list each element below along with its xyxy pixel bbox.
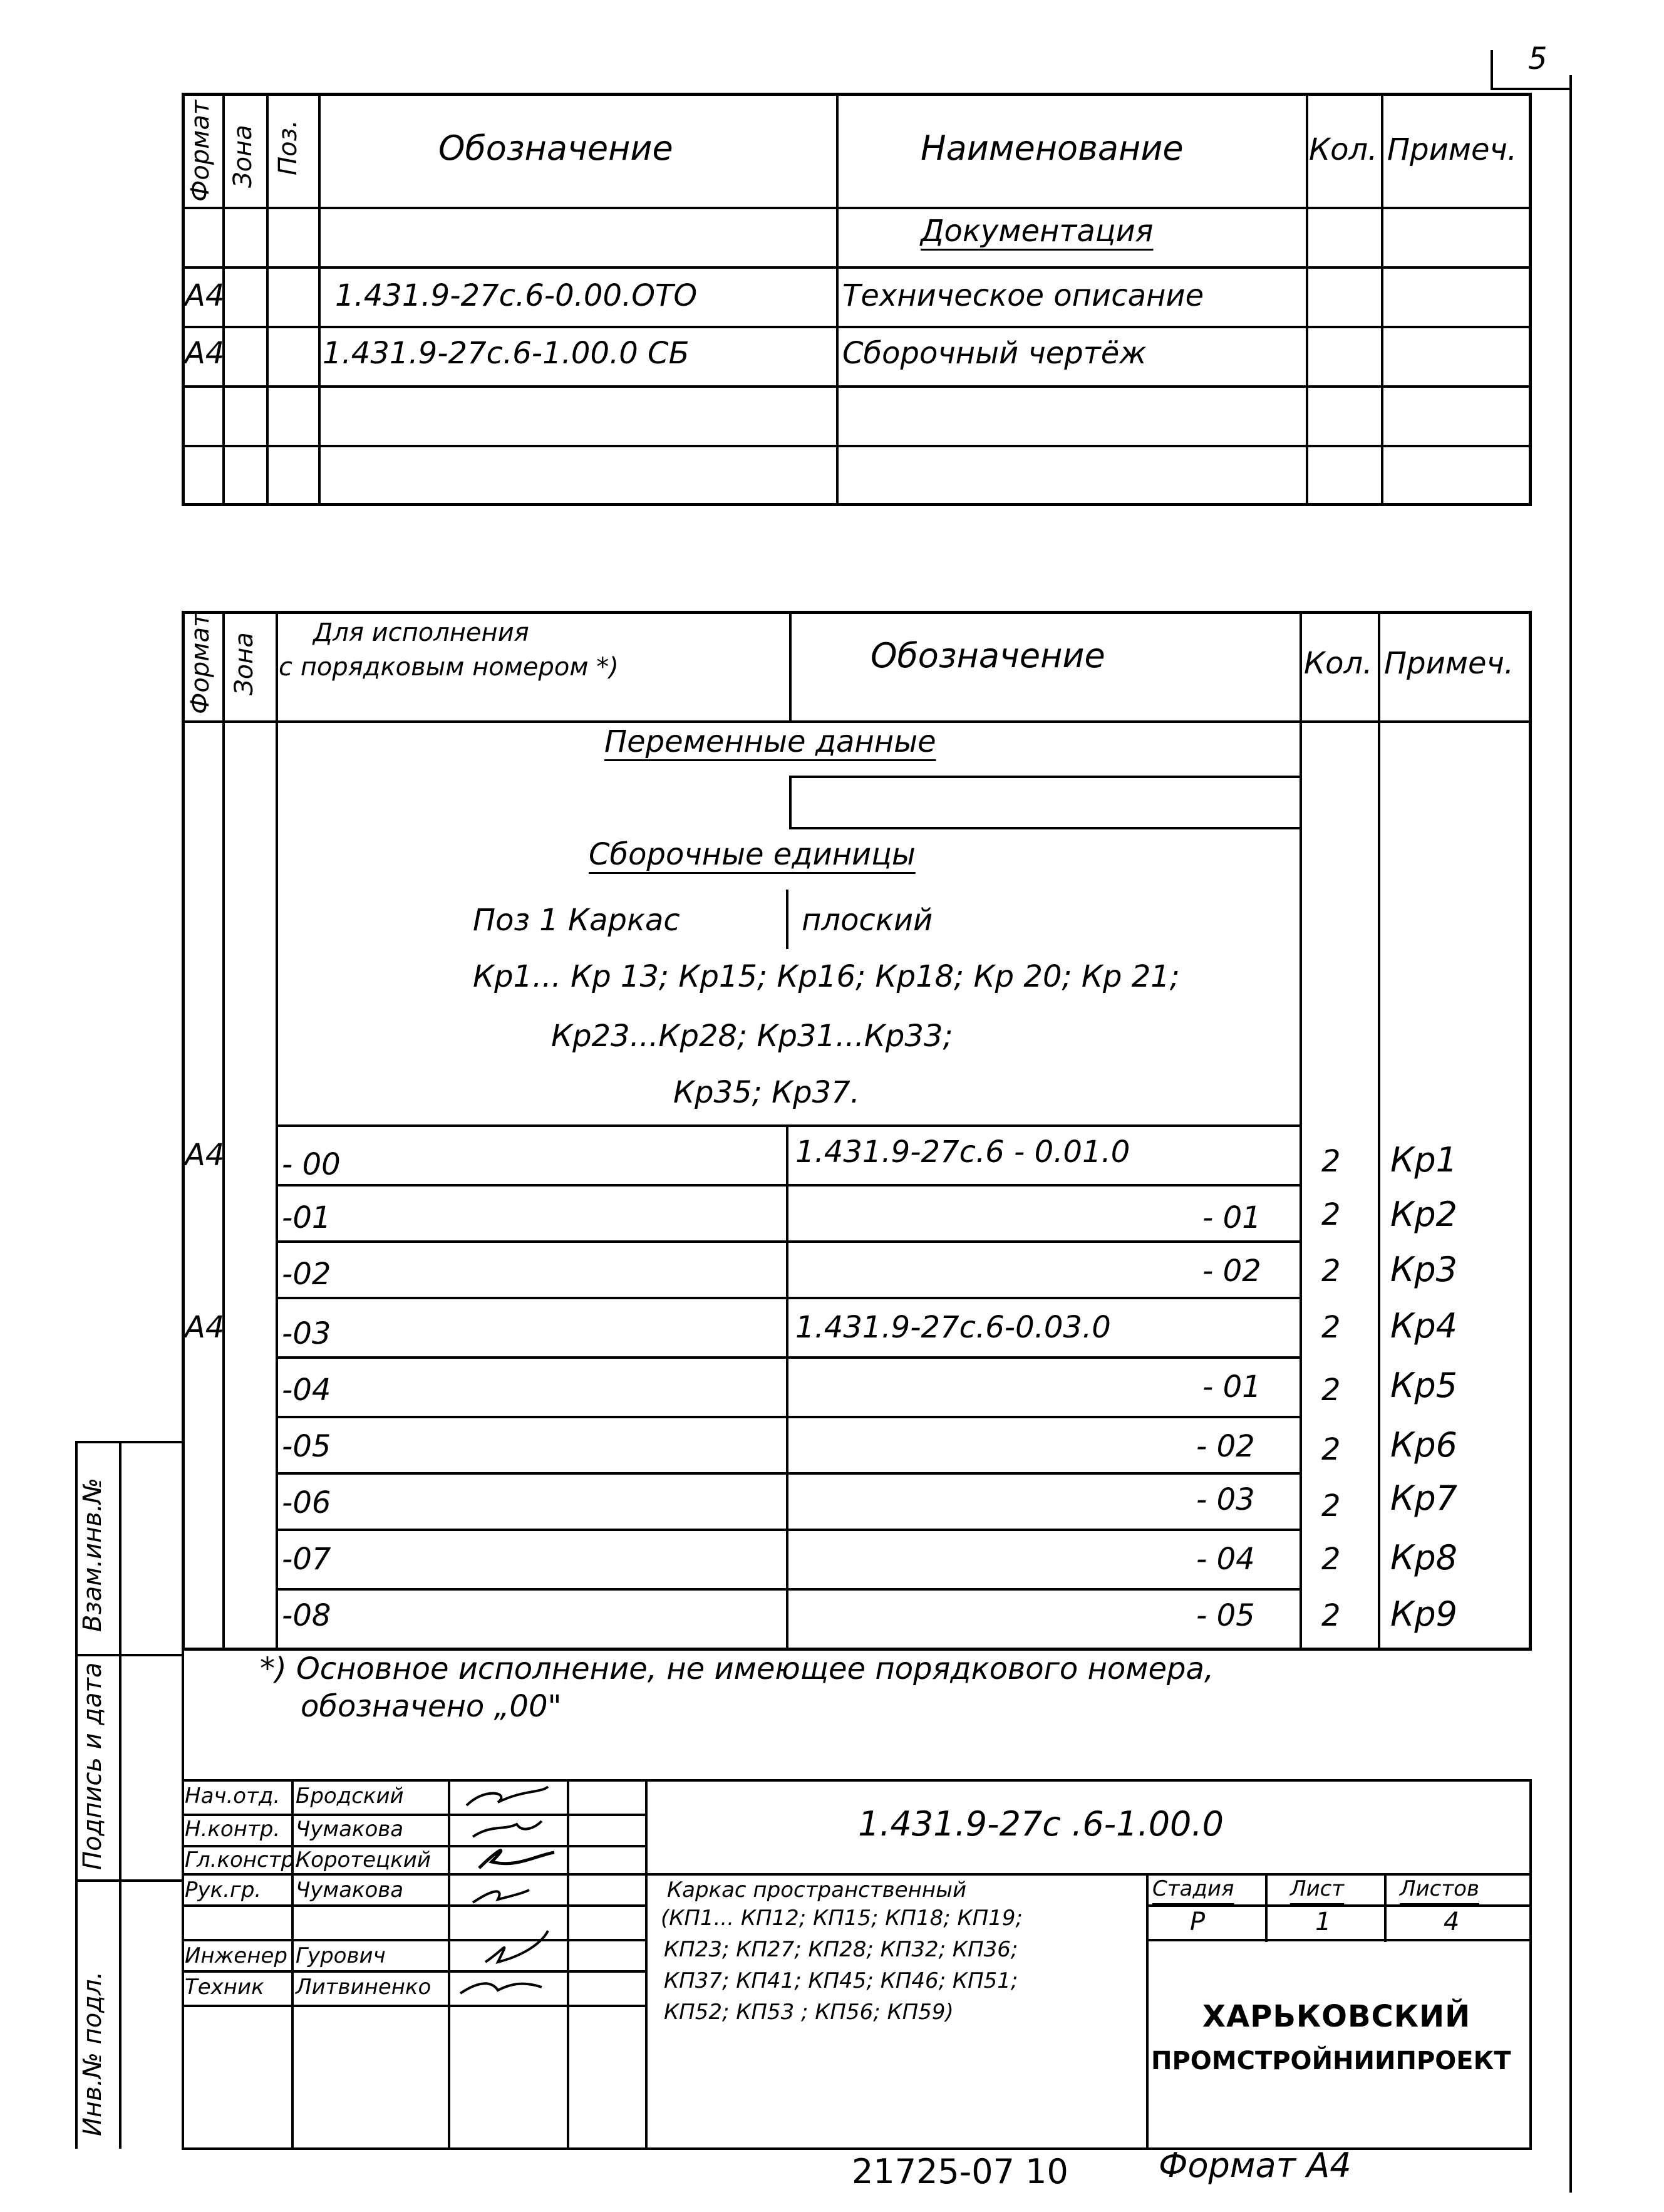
variants-col-line [276,611,278,1651]
side-stamp-line [75,1879,182,1882]
variants-header-format: Формат [186,612,215,714]
title-row-line [1146,1904,1531,1907]
role-head-dept: Нач.отд. [185,1784,281,1809]
name-chief-designer: Коротецкий [296,1847,431,1872]
variant-row-note: Кр1 [1390,1140,1457,1180]
side-stamp-line [75,1441,78,2149]
role-chief-designer: Гл.констр. [185,1847,301,1872]
variants-row-line [789,827,1300,829]
title-block-right [1529,1779,1532,2149]
variants-row-line [276,1416,1300,1418]
stage-label: Стадия [1152,1876,1234,1901]
variants-col-line [789,611,792,720]
variant-row-suffix: - 03 [1196,1482,1255,1517]
footnote-line-2: обозначено „00" [301,1689,562,1724]
title-col-line [1384,1873,1387,1942]
variant-row-note: Кр5 [1390,1366,1457,1405]
spec-row-format: А4 [185,336,225,371]
side-label-inv-zam: Взам.инв.№ [78,1477,107,1632]
title-col-line [448,1779,450,2149]
sheet-left-border [182,1651,184,2149]
variant-row-note: Кр9 [1390,1594,1457,1634]
name-head-dept: Бродский [296,1784,404,1809]
sheet-label: Лист [1290,1876,1345,1901]
variants-header-designation: Обозначение [871,636,1105,675]
signatures-image [454,1780,564,2003]
sheets-value: 4 [1444,1908,1460,1936]
spec-row-line [182,266,1532,269]
variants-header-execution-line1: Для исполнения [313,618,529,647]
section-assembly-units: Сборочные единицы [589,837,916,872]
name-norm-control: Чумакова [296,1817,404,1842]
title-col-line [291,1779,294,2149]
title-col-line [567,1779,569,2149]
spec-header-line [182,207,1532,209]
item-name-line-5: КП52; КП53 ; КП56; КП59) [664,2000,954,2025]
spec-row-line [182,326,1532,328]
variants-header-note: Примеч. [1384,646,1514,681]
spec-section-documentation: Документация [921,214,1154,249]
variants-header-execution-line2: с порядковым номером *) [279,653,619,682]
variant-row-exec: -02 [282,1257,331,1292]
role-engineer: Инженер [185,1943,287,1968]
variants-header-qty: Кол. [1304,646,1373,681]
side-stamp-line [75,1441,182,1443]
variant-row-qty: 2 [1321,1432,1341,1467]
archive-number: 21725-07 10 [852,2152,1068,2191]
spec-row-line [182,385,1532,388]
stage-value: Р [1190,1908,1206,1936]
variant-row-suffix: - 02 [1202,1254,1261,1289]
variant-row-suffix: - 01 [1202,1200,1261,1235]
border-top-right [1491,88,1572,90]
item-name-line-2: (КП1... КП12; КП15; КП18; КП19; [661,1906,1023,1931]
variant-row-format: А4 [185,1310,225,1345]
variants-col-line [786,890,788,949]
spec-row-designation: 1.431.9-27с.6-1.00.0 СБ [323,336,690,371]
variants-col-line [789,776,792,827]
sheet-value: 1 [1315,1908,1331,1936]
spec-header-format: Формат [186,100,215,202]
spec-header-zone: Зона [229,125,257,188]
name-engineer: Гурович [296,1943,386,1968]
applies-line-1: Кр1... Кр 13; Кр15; Кр16; Кр18; Кр 20; Кр 21; [473,959,1180,994]
variant-row-exec: - 00 [282,1147,341,1182]
variant-row-exec: -03 [282,1316,331,1351]
applies-line-3: Кр35; Кр37. [673,1075,860,1110]
title-col-line [1146,1873,1149,2149]
variant-row-qty: 2 [1321,1197,1341,1232]
variants-row-line [789,776,1300,778]
spec-header-name: Наименование [921,128,1184,168]
variant-row-suffix: - 04 [1196,1542,1255,1577]
sheet-format: Формат А4 [1159,2146,1351,2185]
variants-row-line [276,1529,1300,1531]
variant-row-exec: -05 [282,1429,331,1464]
spec-row-format: А4 [185,278,225,313]
applies-line-2: Кр23...Кр28; Кр31...Кр33; [551,1019,953,1054]
side-label-sign-date: Подпись и дата [78,1662,107,1870]
variant-row-note: Кр7 [1390,1478,1457,1518]
item-name-line-4: КП37; КП41; КП45; КП46; КП51; [664,1968,1018,1993]
variants-row-line [276,1588,1300,1591]
spec-row-designation: 1.431.9-27с.6-0.00.ОТО [335,278,698,313]
variant-row-exec: -08 [282,1598,331,1633]
variant-row-note: Кр8 [1390,1538,1457,1577]
title-row-line [182,1970,645,1973]
name-group-lead: Чумакова [296,1877,404,1903]
spec-col-line [1306,93,1308,506]
role-norm-control: Н.контр. [185,1817,281,1842]
variant-row-qty: 2 [1321,1598,1341,1633]
variants-row-line [276,1297,1300,1299]
position-1-frame: Поз 1 Каркас [473,903,680,938]
item-name-line-1: Каркас пространственный [667,1877,967,1903]
variant-row-exec: -01 [282,1200,331,1235]
variants-col-line [1300,611,1302,1651]
spec-row-name: Сборочный чертёж [842,336,1147,371]
section-variable-data: Переменные данные [604,724,936,759]
title-doc-code: 1.431.9-27с .6-1.00.0 [858,1804,1224,1844]
variant-row-exec: -07 [282,1542,331,1577]
variant-row-qty: 2 [1321,1144,1341,1179]
variant-row-designation: 1.431.9-27с.6-0.03.0 [795,1310,1111,1345]
variants-header-line [182,720,1532,723]
spec-col-line [318,93,321,506]
side-stamp-line [75,1654,182,1656]
variants-row-line [276,1356,1300,1359]
variants-col-line [786,1124,788,1651]
variant-row-exec: -04 [282,1373,331,1408]
title-row-line [182,1904,645,1907]
position-1-type: плоский [802,903,933,938]
org-name-line-2: ПРОМСТРОЙНИИПРОЕКТ [1151,2047,1511,2075]
name-technician: Литвиненко [296,1975,432,2000]
side-stamp-line [119,1441,121,2149]
spec-header-pos: Поз. [274,120,302,175]
variant-row-note: Кр4 [1390,1306,1457,1346]
title-block-top [182,1779,1532,1782]
variant-row-qty: 2 [1321,1542,1341,1577]
variant-row-note: Кр3 [1390,1250,1457,1289]
variants-row-line [276,1184,1300,1186]
spec-col-line [836,93,839,506]
role-group-lead: Рук.гр. [185,1877,262,1903]
corner-mark-line [1491,50,1493,88]
spec-header-qty: Кол. [1309,132,1378,167]
item-name-line-3: КП23; КП27; КП28; КП32; КП36; [664,1937,1018,1962]
title-col-line [645,1779,648,2149]
title-row-line [182,2005,645,2007]
spec-header-designation: Обозначение [438,128,673,168]
variant-row-qty: 2 [1321,1373,1341,1408]
variant-row-designation: 1.431.9-27с.6 - 0.01.0 [795,1135,1130,1170]
variant-row-exec: -06 [282,1485,331,1520]
side-label-inv-podl: Инв.№ подл. [78,1971,107,2136]
variants-col-line [1378,611,1380,1651]
title-row-line [182,1939,645,1941]
variants-header-zone: Зона [230,632,259,695]
variants-row-line [276,1240,1300,1243]
border-right [1569,75,1572,2193]
org-name-line-1: ХАРЬКОВСКИЙ [1202,1999,1471,2034]
variants-row-line [276,1472,1300,1475]
variant-row-format: А4 [185,1138,225,1173]
variant-row-note: Кр6 [1390,1425,1457,1465]
title-col-line [1265,1873,1268,1942]
title-row-line [182,1814,645,1816]
variant-row-qty: 2 [1321,1488,1341,1524]
title-row-line [1146,1939,1531,1941]
title-row-line [182,1873,1532,1876]
page-corner-mark: 5 [1528,41,1548,76]
variants-col-line [222,611,225,1651]
spec-row-name: Техническое описание [842,278,1204,313]
spec-header-note: Примеч. [1387,132,1517,167]
variant-row-suffix: - 01 [1202,1369,1261,1405]
variant-row-suffix: - 02 [1196,1429,1255,1464]
spec-row-line [182,445,1532,447]
footnote-line-1: *) Основное исполнение, не имеющее порядкового номера, [260,1651,1214,1686]
variant-row-suffix: - 05 [1196,1598,1255,1633]
variant-row-note: Кр2 [1390,1195,1457,1234]
spec-col-line [1381,93,1383,506]
role-technician: Техник [185,1975,264,2000]
variant-row-qty: 2 [1321,1310,1341,1345]
spec-col-line [266,93,269,506]
variants-row-line [276,1124,1300,1127]
sheets-label: Листов [1400,1876,1480,1901]
variant-row-qty: 2 [1321,1254,1341,1289]
